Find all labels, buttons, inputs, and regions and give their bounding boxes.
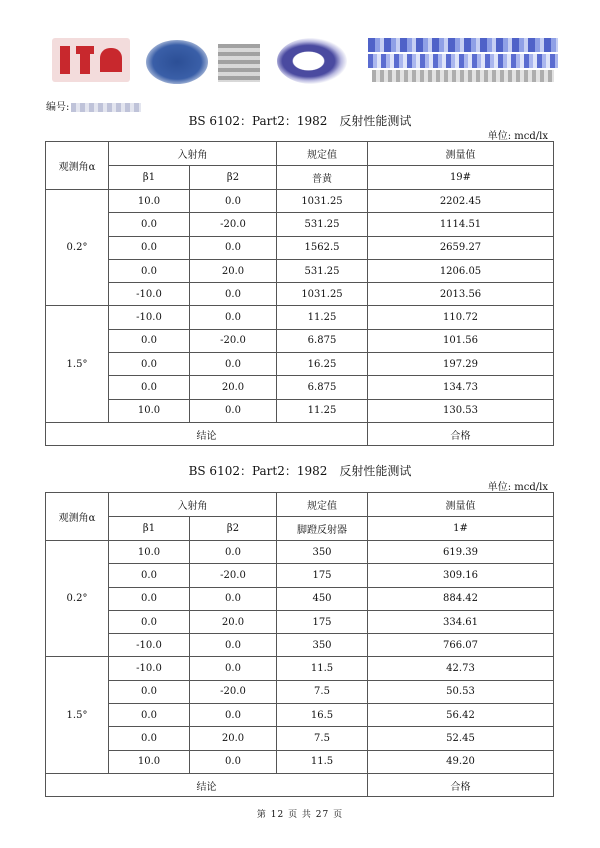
b1-cell: 0.0 [109,680,190,703]
meas-cell: 309.16 [368,564,554,587]
obs-angle-header: 观测角α [46,142,109,190]
measured-value-header: 测量值 [368,142,554,166]
incidence-angle-header: 入射角 [109,493,277,517]
b1-cell: 0.0 [109,727,190,750]
spec-cell: 531.25 [277,213,368,236]
table-subheader-row [46,166,554,190]
b2-cell: 0.0 [190,541,277,564]
b2-cell: 0.0 [190,353,277,376]
spec-cell: 1031.25 [277,283,368,306]
page-footer: 第 12 页 共 27 页 [256,810,344,820]
table-row [46,750,554,773]
b1-cell: 10.0 [109,541,190,564]
b2-cell: 0.0 [190,634,277,657]
meas-cell: 49.20 [368,750,554,773]
b1-cell: 0.0 [109,353,190,376]
table-row [46,541,554,564]
table-header-row [46,493,554,517]
b1-cell: 0.0 [109,259,190,282]
b2-cell: 0.0 [190,587,277,610]
conclusion-label: 结论 [46,422,368,445]
b1-cell: 0.0 [109,376,190,399]
meas-cell: 134.73 [368,376,554,399]
meas-cell: 50.53 [368,680,554,703]
meas-cell: 2659.27 [368,236,554,259]
b2-cell: 0.0 [190,750,277,773]
incidence-angle-header: 入射角 [109,142,277,166]
meas-cell: 42.73 [368,657,554,680]
spec-sub-header: 普黄 [277,166,368,190]
b1-cell: 10.0 [109,399,190,422]
b2-cell: 0.0 [190,190,277,213]
table-row [46,353,554,376]
spec-cell: 1562.5 [277,236,368,259]
serial-label: 编号: [46,102,70,113]
table-body [46,541,554,774]
spec-value-header: 规定值 [277,493,368,517]
institute-subtitle-logo [372,70,554,82]
table-body [46,190,554,423]
conclusion-label: 结论 [46,773,368,796]
meas-cell: 52.45 [368,727,554,750]
reflect-table-2 [45,492,554,797]
table-row [46,634,554,657]
b1-cell: 0.0 [109,329,190,352]
b2-cell: 0.0 [190,657,277,680]
spec-cell: 175 [277,564,368,587]
institute-name-logo [368,38,558,52]
b1-cell: 0.0 [109,213,190,236]
table2-unit: 单位: mcd/lx [487,482,548,493]
spec-cell: 7.5 [277,680,368,703]
table-row [46,564,554,587]
b2-cell: -20.0 [190,329,277,352]
meas-cell: 2013.56 [368,283,554,306]
conclusion-value: 合格 [368,422,554,445]
table2-title: BS 6102：Part2：1982 反射性能测试 [188,464,412,478]
obs-angle-cell: 0.2° [46,190,109,306]
b1-cell: -10.0 [109,657,190,680]
spec-cell: 11.5 [277,750,368,773]
b2-cell: -20.0 [190,564,277,587]
conclusion-value: 合格 [368,773,554,796]
cnas-logo [146,40,208,84]
table-row [46,587,554,610]
conclusion-row [46,773,554,796]
meas-cell: 130.53 [368,399,554,422]
beta1-header: β1 [109,517,190,541]
table-row [46,376,554,399]
obs-angle-cell: 1.5° [46,306,109,422]
spec-cell: 6.875 [277,329,368,352]
b1-cell: 0.0 [109,587,190,610]
spec-cell: 11.5 [277,657,368,680]
table-subheader-row [46,517,554,541]
b1-cell: 0.0 [109,236,190,259]
b2-cell: 20.0 [190,727,277,750]
conclusion-row [46,422,554,445]
ilac-logo [277,38,347,84]
b1-cell: 0.0 [109,704,190,727]
meas-cell: 197.29 [368,353,554,376]
b2-cell: 20.0 [190,610,277,633]
table-row [46,657,554,680]
spec-cell: 6.875 [277,376,368,399]
table-header-row [46,142,554,166]
meas-cell: 1206.05 [368,259,554,282]
meas-cell: 334.61 [368,610,554,633]
obs-angle-header: 观测角α [46,493,109,541]
b1-cell: 0.0 [109,610,190,633]
obs-angle-cell: 1.5° [46,657,109,773]
cnas-mark-logo [218,44,260,82]
b2-cell: 0.0 [190,704,277,727]
measured-value-header: 测量值 [368,493,554,517]
spec-cell: 531.25 [277,259,368,282]
table-row [46,213,554,236]
institute-name-en-logo [368,54,558,68]
beta2-header: β2 [190,166,277,190]
b1-cell: -10.0 [109,306,190,329]
spec-cell: 11.25 [277,306,368,329]
meas-cell: 1114.51 [368,213,554,236]
table1-unit: 单位: mcd/lx [487,131,548,142]
table-row [46,283,554,306]
b1-cell: 10.0 [109,190,190,213]
spec-cell: 11.25 [277,399,368,422]
spec-cell: 16.5 [277,704,368,727]
meas-cell: 766.07 [368,634,554,657]
table-row [46,680,554,703]
b1-cell: -10.0 [109,283,190,306]
spec-cell: 350 [277,541,368,564]
spec-cell: 350 [277,634,368,657]
cma-logo [52,38,130,82]
spec-cell: 7.5 [277,727,368,750]
b1-cell: -10.0 [109,634,190,657]
b2-cell: 0.0 [190,306,277,329]
table-row [46,399,554,422]
beta1-header: β1 [109,166,190,190]
table-row [46,610,554,633]
meas-cell: 884.42 [368,587,554,610]
b1-cell: 10.0 [109,750,190,773]
b2-cell: 20.0 [190,259,277,282]
b2-cell: 0.0 [190,283,277,306]
b1-cell: 0.0 [109,564,190,587]
table-row [46,329,554,352]
beta2-header: β2 [190,517,277,541]
spec-cell: 175 [277,610,368,633]
table-row [46,727,554,750]
table-row [46,190,554,213]
meas-cell: 2202.45 [368,190,554,213]
table-row [46,259,554,282]
spec-cell: 450 [277,587,368,610]
measured-sub-header: 1# [368,517,554,541]
measured-sub-header: 19# [368,166,554,190]
b2-cell: 0.0 [190,399,277,422]
b2-cell: -20.0 [190,213,277,236]
spec-sub-header: 脚蹬反射器 [277,517,368,541]
table-row [46,306,554,329]
meas-cell: 619.39 [368,541,554,564]
meas-cell: 110.72 [368,306,554,329]
spec-cell: 16.25 [277,353,368,376]
b2-cell: 0.0 [190,236,277,259]
obs-angle-cell: 0.2° [46,541,109,657]
serial-number [46,98,141,113]
b2-cell: -20.0 [190,680,277,703]
serial-value-redacted [71,103,141,112]
meas-cell: 101.56 [368,329,554,352]
b2-cell: 20.0 [190,376,277,399]
meas-cell: 56.42 [368,704,554,727]
spec-value-header: 规定值 [277,142,368,166]
table-row [46,236,554,259]
spec-cell: 1031.25 [277,190,368,213]
table-row [46,704,554,727]
table1-title: BS 6102：Part2：1982 反射性能测试 [188,114,412,128]
reflect-table-1 [45,141,554,446]
